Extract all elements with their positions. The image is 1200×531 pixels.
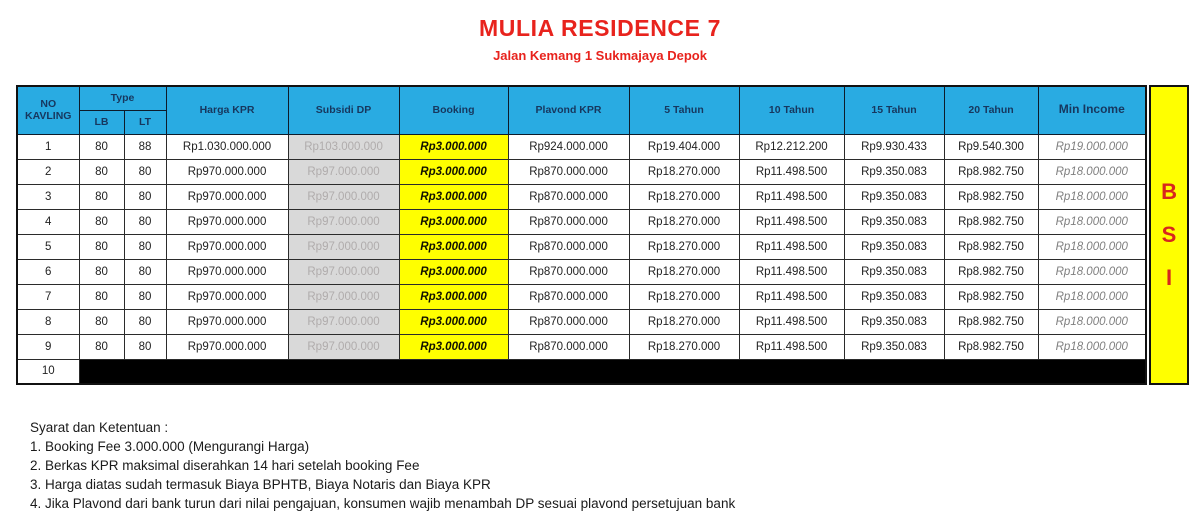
table-cell: Rp11.498.500	[739, 284, 844, 309]
table-cell: 5	[17, 234, 79, 259]
table-cell: Rp8.982.750	[944, 284, 1038, 309]
page-subtitle: Jalan Kemang 1 Sukmajaya Depok	[493, 48, 707, 63]
table-cell: Rp3.000.000	[399, 184, 508, 209]
col-header-20-tahun: 20 Tahun	[944, 86, 1038, 134]
title-block	[0, 0, 1200, 63]
bsi-letter-b: B	[1161, 179, 1177, 204]
table-cell: Rp870.000.000	[508, 234, 629, 259]
table-cell: Rp11.498.500	[739, 234, 844, 259]
table-cell: Rp970.000.000	[166, 184, 288, 209]
col-header-subsidi-dp: Subsidi DP	[288, 86, 399, 134]
table-cell: Rp8.982.750	[944, 159, 1038, 184]
table-cell: Rp3.000.000	[399, 209, 508, 234]
table-cell: Rp19.000.000	[1038, 134, 1146, 159]
table-cell: Rp18.270.000	[629, 184, 739, 209]
col-header-booking: Booking	[399, 86, 508, 134]
table-cell: 80	[124, 234, 166, 259]
table-cell: Rp18.000.000	[1038, 309, 1146, 334]
table-cell: Rp970.000.000	[166, 259, 288, 284]
table-cell: Rp18.000.000	[1038, 284, 1146, 309]
table-cell: Rp11.498.500	[739, 184, 844, 209]
col-header-no-kavling: NO KAVLING	[17, 86, 79, 134]
col-header-type: Type	[79, 86, 166, 110]
table-cell: Rp18.270.000	[629, 209, 739, 234]
table-cell: Rp870.000.000	[508, 334, 629, 359]
table-cell: Rp970.000.000	[166, 209, 288, 234]
table-row	[17, 259, 1146, 284]
sold-out-bar	[79, 359, 1146, 384]
table-cell: Rp11.498.500	[739, 209, 844, 234]
table-cell: Rp18.000.000	[1038, 334, 1146, 359]
table-cell: Rp870.000.000	[508, 209, 629, 234]
table-cell: 80	[124, 259, 166, 284]
table-cell: 2	[17, 159, 79, 184]
table-cell: Rp870.000.000	[508, 184, 629, 209]
table-cell: 80	[79, 334, 124, 359]
table-cell: Rp97.000.000	[288, 184, 399, 209]
table-cell: Rp18.270.000	[629, 284, 739, 309]
table-cell: Rp9.350.083	[844, 334, 944, 359]
terms-notes	[30, 418, 735, 513]
table-row	[17, 209, 1146, 234]
table-cell: 1	[17, 134, 79, 159]
table-cell: Rp924.000.000	[508, 134, 629, 159]
table-cell: 80	[79, 309, 124, 334]
table-cell: Rp18.000.000	[1038, 184, 1146, 209]
table-cell: 4	[17, 209, 79, 234]
table-cell: Rp1.030.000.000	[166, 134, 288, 159]
bsi-letter-i: I	[1165, 265, 1173, 290]
table-cell: Rp18.000.000	[1038, 259, 1146, 284]
table-cell: Rp3.000.000	[399, 234, 508, 259]
table-cell: Rp870.000.000	[508, 159, 629, 184]
table-cell: Rp3.000.000	[399, 309, 508, 334]
table-cell: Rp11.498.500	[739, 259, 844, 284]
table-cell: Rp870.000.000	[508, 309, 629, 334]
table-cell: Rp970.000.000	[166, 234, 288, 259]
table-cell: 80	[124, 159, 166, 184]
table-cell: Rp19.404.000	[629, 134, 739, 159]
table-cell: Rp3.000.000	[399, 134, 508, 159]
table-cell: 9	[17, 334, 79, 359]
table-cell: 80	[79, 159, 124, 184]
col-header-plavond-kpr: Plavond KPR	[508, 86, 629, 134]
table-row	[17, 334, 1146, 359]
table-cell: Rp9.350.083	[844, 259, 944, 284]
bsi-bank-strip	[1149, 85, 1189, 385]
table-row	[17, 184, 1146, 209]
table-cell: 80	[124, 284, 166, 309]
table-cell: Rp18.270.000	[629, 234, 739, 259]
col-header-10-tahun: 10 Tahun	[739, 86, 844, 134]
table-cell: Rp9.350.083	[844, 184, 944, 209]
table-cell: Rp97.000.000	[288, 159, 399, 184]
col-header-5-tahun: 5 Tahun	[629, 86, 739, 134]
table-cell: Rp18.270.000	[629, 309, 739, 334]
table-cell: 10	[17, 359, 79, 384]
table-cell: Rp9.350.083	[844, 309, 944, 334]
table-cell: Rp18.000.000	[1038, 209, 1146, 234]
table-cell: Rp8.982.750	[944, 334, 1038, 359]
table-cell: 7	[17, 284, 79, 309]
col-header-harga-kpr: Harga KPR	[166, 86, 288, 134]
table-row	[17, 359, 1146, 384]
table-cell: 8	[17, 309, 79, 334]
table-cell: Rp18.270.000	[629, 259, 739, 284]
table-cell: 6	[17, 259, 79, 284]
table-cell: Rp3.000.000	[399, 259, 508, 284]
table-cell: 80	[124, 184, 166, 209]
pricing-table	[16, 85, 1147, 385]
table-cell: Rp3.000.000	[399, 159, 508, 184]
note-line-4: 4. Jika Plavond dari bank turun dari nilai pengajuan, konsumen wajib menambah DP sesuai plavond persetujuan bank	[30, 496, 736, 511]
table-cell: Rp3.000.000	[399, 334, 508, 359]
table-cell: Rp18.000.000	[1038, 234, 1146, 259]
table-cell: Rp11.498.500	[739, 334, 844, 359]
table-cell: Rp18.000.000	[1038, 159, 1146, 184]
table-row	[17, 234, 1146, 259]
table-cell: Rp8.982.750	[944, 309, 1038, 334]
table-cell: 80	[124, 209, 166, 234]
table-cell: Rp11.498.500	[739, 159, 844, 184]
table-cell: Rp97.000.000	[288, 284, 399, 309]
table-area	[16, 85, 1189, 385]
table-cell: Rp97.000.000	[288, 259, 399, 284]
table-cell: Rp870.000.000	[508, 259, 629, 284]
col-header-15-tahun: 15 Tahun	[844, 86, 944, 134]
table-cell: Rp18.270.000	[629, 334, 739, 359]
note-line-2: 2. Berkas KPR maksimal diserahkan 14 hari setelah booking Fee	[30, 458, 420, 473]
table-cell: Rp9.930.433	[844, 134, 944, 159]
table-row	[17, 134, 1146, 159]
table-cell: Rp970.000.000	[166, 334, 288, 359]
table-body	[17, 134, 1146, 384]
table-header	[17, 86, 1146, 134]
table-cell: Rp9.540.300	[944, 134, 1038, 159]
table-cell: Rp8.982.750	[944, 184, 1038, 209]
table-cell: Rp3.000.000	[399, 284, 508, 309]
col-header-lb: LB	[79, 110, 124, 134]
table-cell: Rp8.982.750	[944, 259, 1038, 284]
table-cell: 80	[124, 334, 166, 359]
col-header-min-income: Min Income	[1038, 86, 1146, 134]
table-cell: Rp9.350.083	[844, 284, 944, 309]
table-cell: 80	[79, 134, 124, 159]
table-cell: 80	[124, 309, 166, 334]
table-cell: Rp970.000.000	[166, 309, 288, 334]
table-cell: Rp9.350.083	[844, 159, 944, 184]
table-cell: Rp18.270.000	[629, 159, 739, 184]
table-cell: Rp12.212.200	[739, 134, 844, 159]
page-title: MULIA RESIDENCE 7	[479, 15, 721, 41]
table-cell: Rp11.498.500	[739, 309, 844, 334]
table-cell: 80	[79, 184, 124, 209]
table-cell: Rp97.000.000	[288, 334, 399, 359]
note-line-3: 3. Harga diatas sudah termasuk Biaya BPHTB, Biaya Notaris dan Biaya KPR	[30, 477, 491, 492]
table-cell: Rp970.000.000	[166, 159, 288, 184]
terms-heading: Syarat dan Ketentuan :	[30, 420, 169, 435]
note-line-1: 1. Booking Fee 3.000.000 (Mengurangi Harga)	[30, 439, 310, 454]
table-row	[17, 159, 1146, 184]
table-row	[17, 309, 1146, 334]
table-cell: Rp8.982.750	[944, 234, 1038, 259]
table-cell: 3	[17, 184, 79, 209]
table-cell: 80	[79, 284, 124, 309]
table-cell: Rp870.000.000	[508, 284, 629, 309]
table-cell: 80	[79, 234, 124, 259]
header-row-1	[17, 86, 1146, 110]
table-cell: Rp97.000.000	[288, 309, 399, 334]
table-cell: 88	[124, 134, 166, 159]
table-row	[17, 284, 1146, 309]
col-header-lt: LT	[124, 110, 166, 134]
table-cell: 80	[79, 259, 124, 284]
table-cell: Rp970.000.000	[166, 284, 288, 309]
table-cell: Rp97.000.000	[288, 234, 399, 259]
table-cell: Rp8.982.750	[944, 209, 1038, 234]
table-cell: 80	[79, 209, 124, 234]
table-cell: Rp9.350.083	[844, 234, 944, 259]
bsi-letter-s: S	[1161, 222, 1177, 247]
table-cell: Rp97.000.000	[288, 209, 399, 234]
table-cell: Rp9.350.083	[844, 209, 944, 234]
table-cell: Rp103.000.000	[288, 134, 399, 159]
